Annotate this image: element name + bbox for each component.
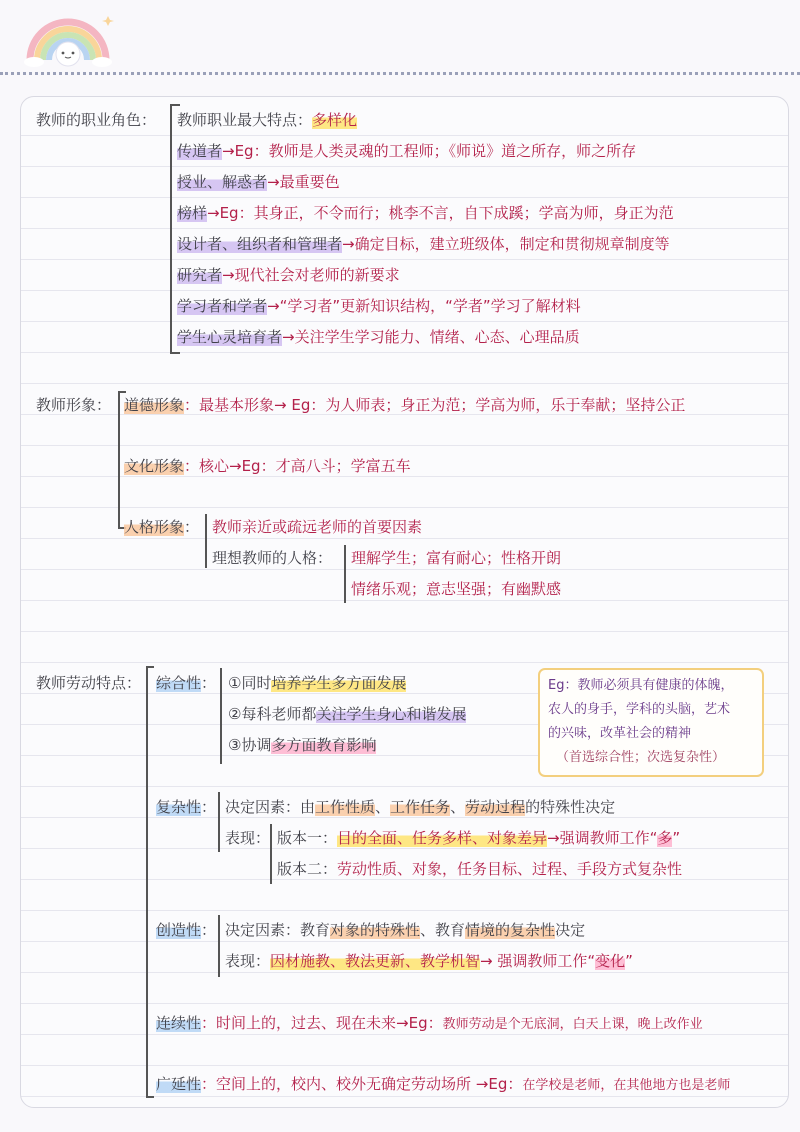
culture-image: 文化形象：核心→Eg：才高八斗；学富五车 [124, 457, 411, 475]
role-line: 学生心灵培育者→关注学生学习能力、情绪、心态、心理品质 [177, 328, 580, 346]
role-line: 榜样→Eg：其身正，不令而行；桃李不言，自下成蹊；学高为师，身正为范 [177, 204, 674, 222]
example-note: Eg：教师必须具有健康的体魄， 农人的身手，学科的头脑，艺术 的兴味，改革社会的精神 （首选综合性；次选复杂性） [538, 668, 764, 777]
complex-version-1: 版本一：目的全面、任务多样、对象差异→强调教师工作“多” [277, 829, 681, 847]
creativity-factors: 决定因素：教育对象的特殊性、教育情境的复杂性决定 [225, 921, 586, 939]
ideal-item: 情绪乐观；意志坚强；有幽默感 [351, 580, 562, 598]
complex-show-label: 表现： [225, 829, 271, 847]
rainbow-icon [22, 10, 114, 68]
role-line: 传道者→Eg：教师是人类灵魂的工程师；《师说》道之所存，师之所存 [177, 142, 637, 160]
brace [170, 104, 172, 354]
comp-item: ①同时培养学生多方面发展 [228, 674, 407, 692]
brace [118, 391, 120, 529]
role-line: 教师职业最大特点：多样化 [177, 111, 358, 129]
brace [220, 668, 222, 764]
comp-item: ③协调多方面教育影响 [228, 736, 377, 754]
role-line: 设计者、组织者和管理者→确定目标，建立班级体，制定和贯彻规章制度等 [177, 235, 670, 253]
dotted-divider [0, 72, 800, 75]
brace [344, 545, 346, 603]
personality-image: 人格形象： [124, 518, 200, 536]
brace [146, 666, 148, 1098]
brace [270, 824, 272, 884]
brace [205, 514, 207, 568]
section-title: 教师的职业角色： [36, 111, 157, 129]
section-title: 教师劳动特点： [36, 674, 142, 692]
feature-comprehensive: 综合性： [156, 674, 217, 692]
feature-complexity: 复杂性： [156, 798, 217, 816]
brace [218, 792, 220, 852]
complex-version-2: 版本二：劳动性质、对象，任务目标、过程、手段方式复杂性 [277, 860, 683, 878]
brace [218, 915, 220, 977]
comp-item: ②每科老师都关注学生身心和谐发展 [228, 705, 467, 723]
moral-image: 道德形象：最基本形象→ Eg：为人师表；身正为范；学高为师，乐于奉献；坚持公正 [124, 396, 686, 414]
complex-factors: 决定因素：由工作性质、工作任务、劳动过程的特殊性决定 [225, 798, 616, 816]
ideal-item: 理解学生；富有耐心；性格开朗 [351, 549, 562, 567]
personality-line: 教师亲近或疏远老师的首要因素 [212, 518, 423, 536]
role-line: 学习者和学者→“学习者”更新知识结构，“学者”学习了解材料 [177, 297, 581, 315]
role-line: 授业、解惑者→最重要色 [177, 173, 340, 191]
role-line: 研究者→现代社会对老师的新要求 [177, 266, 400, 284]
section-title: 教师形象： [36, 396, 112, 414]
feature-extensiveness: 广延性：空间上的，校内、校外无确定劳动场所 →Eg：在学校是老师，在其他地方也是老师 [156, 1075, 731, 1093]
feature-creativity: 创造性： [156, 921, 217, 939]
feature-continuity: 连续性：时间上的，过去、现在未来→Eg：教师劳动是个无底洞，白天上课，晚上改作业 [156, 1014, 703, 1032]
ideal-personality: 理想教师的人格： [212, 549, 333, 567]
creativity-show: 表现：因材施教、教法更新、教学机智→ 强调教师工作“变化” [225, 952, 633, 970]
